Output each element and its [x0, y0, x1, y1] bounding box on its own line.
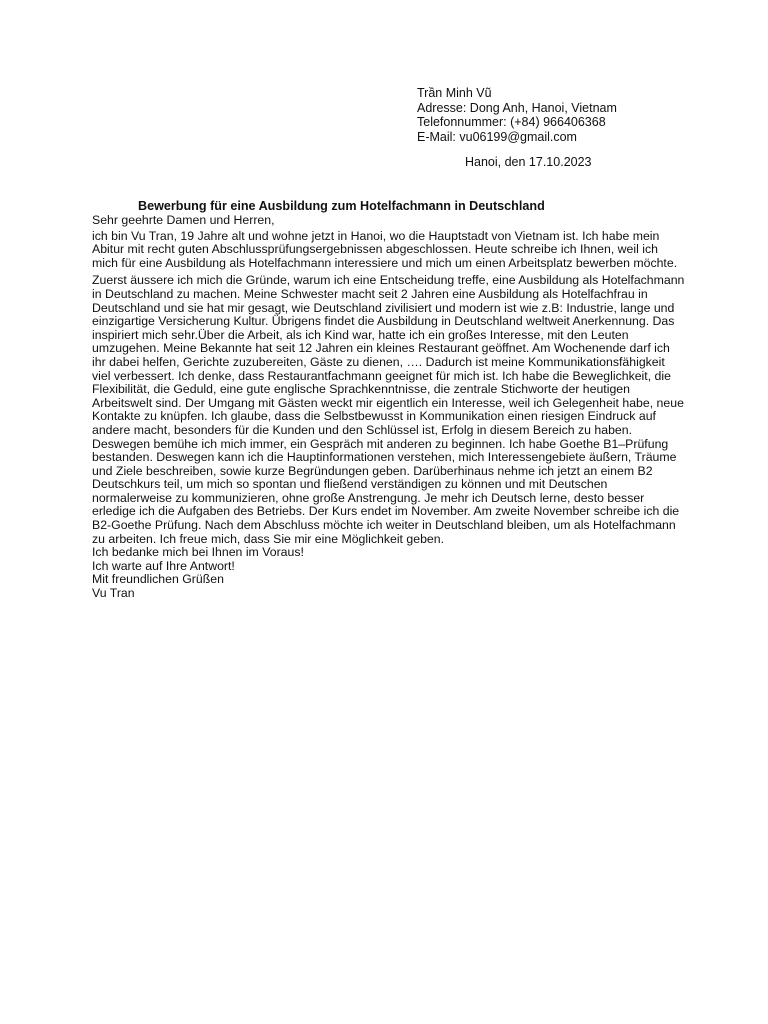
sender-address: Adresse: Dong Anh, Hanoi, Vietnam — [417, 100, 617, 115]
letter-date: Hanoi, den 17.10.2023 — [465, 155, 592, 169]
closing-greeting: Mit freundlichen Grüßen — [92, 572, 224, 587]
salutation: Sehr geehrte Damen und Herren, — [92, 213, 275, 227]
letter-subject: Bewerbung für eine Ausbildung zum Hotelfachmann in Deutschland — [138, 199, 545, 213]
body-paragraph-main: Zuerst äussere ich mich die Gründe, warum ich eine Entscheidung treffe, eine Ausbildung als Hotelfachmann in Deutschland zu machen. Meine Schwester macht seit 2 Jahren eine Ausbildung als Hotelfachfrau in Deutschland und sie hat mir gesagt, wie Deutschland zivilisiert und modern ist wie z.B: Industrie, lange und einzigartige Versicherung Kultur. Übrigens findet die Ausbildung in Deutschland weltweit Anerkennung. Das inspiriert mich sehr.Über die Arbeit, als ich Kind war, hatte ich ein großes Interesse, mit den Leuten umzugehen. Meine Bekannte hat seit 12 Jahren ein kleines Restaurant geöffnet. Am Wochenende darf ich ihr dabei helfen, Gerichte zuzubereiten, Gäste zu dienen, …. Dadurch ist meine Kommunikationsfähigkeit viel verbessert. Ich denke, dass Restaurantfachmann geeignet für mich ist. Ich habe die Beweglichkeit, die Flexibilität, die Geduld, eine gute englische Sprachkenntnisse, die zentrale Stichworte der heutigen Arbeitswelt sind. Der Umgang mit Gästen weckt mir eigentlich ein Interesse, weil ich Gelegenheit habe, neue Kontakte zu knüpfen. Ich glaube, dass die Selbstbewusst in Kommunikation einen riesigen Eindruck auf andere macht, besonders für die Kunden und den Schlüssel ist, Erfolg in diesem Bereich zu haben. Deswegen bemühe ich mich immer, ein Gespräch mit anderen zu beginnen. Ich habe Goethe B1–Prüfung bestanden. Deswegen kann ich die Hauptinformationen verstehen, mich Interessengebiete äußern, Träume und Ziele beschreiben, sowie kurze Begründungen geben. Darüberhinaus nehme ich jetzt an einem B2 Deutschkurs teil, um mich so spontan und fließend verständigen zu können und mit Deutschen normalerweise zu kommunizieren, ohne große Anstrengung. Je mehr ich Deutsch lerne, desto besser erledige ich die Aufgaben des Betriebs. Der Kurs endet im November. Am zweite November schreibe ich die B2-Goethe Prüfung. Nach dem Abschluss möchte ich weiter in Deutschland bleiben, um als Hotelfachmann zu arbeiten. Ich freue mich, dass Sie mir eine Möglichkeit geben. — [92, 273, 685, 546]
signature: Vu Tran — [92, 586, 135, 601]
body-paragraph-intro: ich bin Vu Tran, 19 Jahre alt und wohne jetzt in Hanoi, wo die Hauptstadt von Vietnam ist. Ich habe mein Abitur mit recht guten Abschlussprüfungsergebnissen abgeschlossen. Heute schreibe ich Ihnen, weil ich mich für eine Ausbildung als Hotelfachmann interessiere und mich um einen Arbeitsplatz bewerben möchte. — [92, 228, 678, 270]
sender-name: Trần Minh Vũ — [417, 86, 492, 100]
closing-line-await: Ich warte auf Ihre Antwort! — [92, 558, 235, 573]
closing-line-thanks: Ich bedanke mich bei Ihnen im Voraus! — [92, 545, 304, 560]
sender-block — [417, 86, 617, 144]
letter-body — [92, 214, 685, 601]
sender-email: E-Mail: vu06199@gmail.com — [417, 129, 577, 144]
sender-phone: Telefonnummer: (+84) 966406368 — [417, 115, 606, 130]
